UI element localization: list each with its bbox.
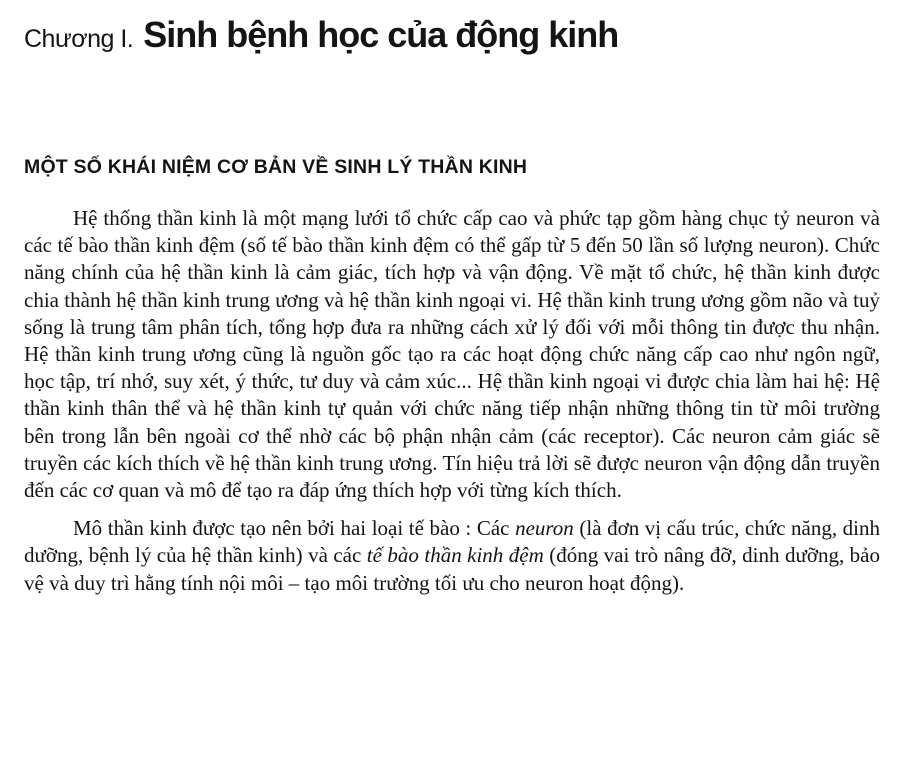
chapter-header [24,14,618,56]
term-glial-cells: tế bào thần kinh đệm [366,543,544,568]
term-neuron: neuron [515,516,574,541]
paragraph-text-part: (là đơn vị cấu trúc, chức năng, dinh dưỡng, bệnh lý của hệ thần kinh) và các [24,516,880,568]
paragraph-text-part: (đóng vai trò nâng đỡ, dinh dưỡng, bảo vệ và duy trì hằng tính nội môi – tạo môi trường tối ưu cho neuron hoạt động). [24,543,881,595]
paragraph-text-part: Mô thần kinh được tạo nên bởi hai loại tế bào : Các [73,516,516,541]
chapter-label: Chương I. [24,25,134,53]
paragraph-nervous-system: Hệ thống thần kinh là một mạng lưới tổ chức cấp cao và phức tạp gồm hàng chục tỷ neuron và các tế bào thần kinh đệm (số tế bào thần kinh đệm có thể gấp từ 5 đến 50 lần số lượng neuron). Chức năng chính của hệ thần kinh là cảm giác, tích hợp và vận động. Về mặt tổ chức, hệ thần kinh được chia thành hệ thần kinh trung ương và hệ thần kinh ngoại vi. Hệ thần kinh trung ương gồm não và tuỷ sống là trung tâm phân tích, tổng hợp đưa ra những cách xử lý đối với mỗi thông tin được thu nhận. Hệ thần kinh trung ương cũng là nguồn gốc tạo ra các hoạt động chức năng cấp cao như ngôn ngữ, học tập, trí nhớ, suy xét, ý thức, tư duy và cảm xúc... Hệ thần kinh ngoại vi được chia làm hai hệ: Hệ thần kinh thân thể và hệ thần kinh tự quản với chức năng tiếp nhận những thông tin từ môi trường bên trong lẫn bên ngoài cơ thể nhờ các bộ phận nhận cảm (các receptor). Các neuron cảm giác sẽ truyền các kích thích về hệ thần kinh trung ương. Tín hiệu trả lời sẽ được neuron vận động dẫn truyền đến các cơ quan và mô để tạo ra đáp ứng thích hợp với từng kích thích. [24,206,880,503]
section-heading: MỘT SỐ KHÁI NIỆM CƠ BẢN VỀ SINH LÝ THẦN KINH [24,156,528,178]
paragraph-nervous-tissue [24,515,880,597]
body-text [24,205,880,597]
chapter-title: Sinh bệnh học của động kinh [143,14,619,55]
